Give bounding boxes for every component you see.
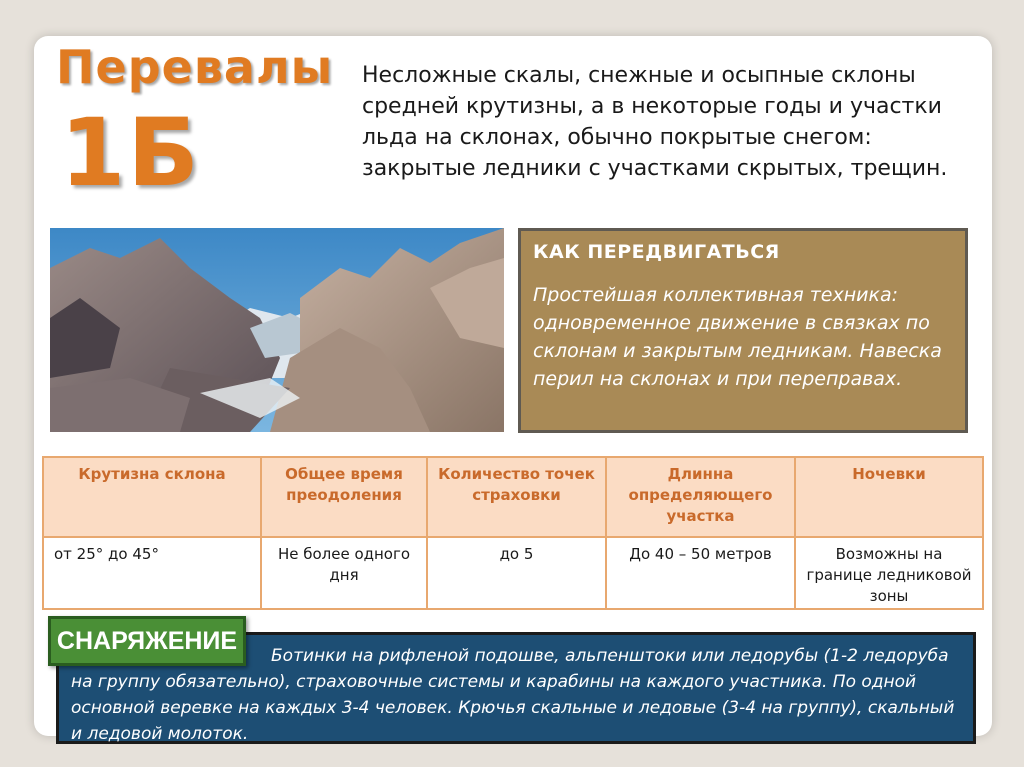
header-cell-length: Длинна определяющего участка bbox=[606, 457, 795, 537]
equipment-text: Ботинки на рифленой подошве, альпенштоки или ледорубы (1-2 ледоруба на группу обязательно), страховочные системы и карабины на каждого участника. По одной основной веревке на каждых 3-4 человек. Крючья скальные и ледовые (3-4 на группу), скальный и ледовой молоток. bbox=[71, 646, 955, 744]
mountain-illustration bbox=[50, 228, 504, 432]
slide-title: Перевалы bbox=[56, 40, 334, 94]
movement-text: Простейшая коллективная техника: одновременное движение в связках по склонам и закрытым ледникам. Навеска перил на склонах и при переправах. bbox=[533, 284, 942, 390]
movement-heading: КАК ПЕРЕДВИГАТЬСЯ bbox=[533, 241, 780, 263]
header-cell-overnight: Ночевки bbox=[795, 457, 983, 537]
cell-length: До 40 – 50 метров bbox=[606, 537, 795, 609]
cell-overnight: Возможны на границе ледниковой зоны bbox=[795, 537, 983, 609]
mountain-photo bbox=[50, 228, 504, 432]
intro-text: Несложные скалы, снежные и осыпные склоны средней крутизны, а в некоторые годы и участки льда на склонах, обычно покрытые снегом: закрытые ледники с участками скрытых, трещин. bbox=[362, 63, 948, 181]
table-row bbox=[43, 537, 983, 609]
movement-box bbox=[518, 228, 968, 433]
header-cell-points: Количество точек страховки bbox=[427, 457, 606, 537]
cell-time: Не более одного дня bbox=[261, 537, 427, 609]
equipment-label: СНАРЯЖЕНИЕ bbox=[48, 616, 246, 666]
table-header-row bbox=[43, 457, 983, 537]
grade-label: 1Б bbox=[60, 99, 202, 208]
cell-slope: от 25° до 45° bbox=[43, 537, 261, 609]
header-cell-time: Общее время преодоления bbox=[261, 457, 427, 537]
pass-info-table bbox=[42, 456, 984, 610]
cell-points: до 5 bbox=[427, 537, 606, 609]
header-cell-slope: Крутизна склона bbox=[43, 457, 261, 537]
